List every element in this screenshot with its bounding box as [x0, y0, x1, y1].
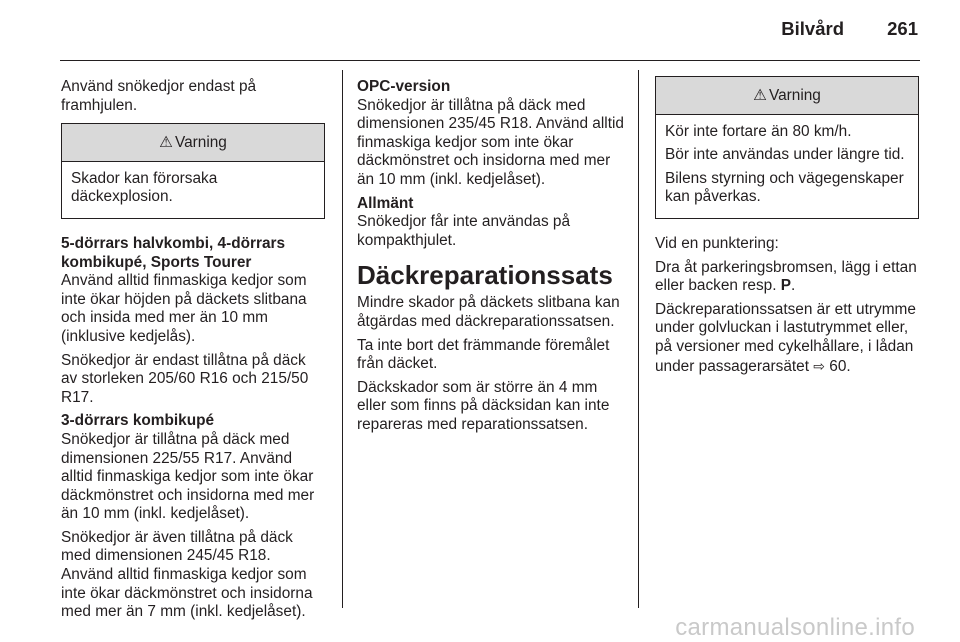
paragraph: Snökedjor är endast tillåtna på däck av storleken 205/60 R16 och 215/50 R17.	[61, 351, 309, 406]
warning-text: Skador kan förorsaka däckexplosion.	[71, 169, 218, 206]
paragraph: Mindre skador på däckets slitbana kan åtgärdas med däckreparationssatsen.	[357, 294, 620, 330]
watermark: carmanualsonline.info	[675, 614, 915, 642]
section-title: Bilvård	[781, 18, 844, 39]
warning-body	[656, 115, 918, 218]
warning-box	[61, 123, 325, 219]
paragraph: Snökedjor är tillåtna på däck med dimensionen 235/45 R18. Använd alltid finmaskiga kedjor som inte ökar däckmönstret och insidorna med mer än 10 mm (inkl. kedjelåset).	[357, 96, 624, 188]
warning-box	[655, 76, 919, 219]
warning-line: Bör inte användas under längre tid.	[665, 146, 905, 164]
warning-header	[62, 124, 324, 162]
warning-icon: ⚠	[753, 87, 767, 104]
column-divider	[638, 70, 639, 608]
warning-icon: ⚠	[159, 134, 173, 152]
subheading-hatchback: 5-dörrars halvkombi, 4-dörrars kombikupé, Sports Tourer	[61, 234, 286, 271]
warning-line: Bilens styrning och vägegenskaper kan påverkas.	[665, 169, 904, 206]
page-ref-arrow-icon: ⇨	[813, 357, 826, 374]
paragraph: Snökedjor får inte användas på kompakthjulet.	[357, 213, 571, 249]
paragraph: Snökedjor är tillåtna på däck med dimensionen 225/55 R17. Använd alltid finmaskiga kedjor som inte ökar däckmönstret och insidorna med mer än 10 mm (inkl. kedjelåset).	[61, 430, 315, 523]
subheading-3door: 3-dörrars kombikupé	[61, 412, 215, 430]
paragraph	[655, 259, 919, 296]
subheading-general: Allmänt	[357, 194, 414, 212]
warning-line: Kör inte fortare än 80 km/h.	[665, 122, 852, 140]
warning-title: Varning	[768, 87, 821, 104]
column-1	[61, 78, 325, 627]
paragraph: Ta inte bort det främmande föremålet från däcket.	[357, 336, 610, 373]
paragraph: Använd alltid finmaskiga kedjor som inte ökar höjden på däckets slitbana och insida med mer än 10 mm (inklusive kedjelås).	[61, 272, 307, 345]
paragraph: Däckskador som är större än 4 mm eller som finns på däcksidan kan inte repareras med reparationssatsen.	[357, 378, 610, 433]
section-heading: Däckreparationssats	[357, 260, 613, 291]
page-header	[0, 0, 960, 64]
column-divider	[342, 70, 343, 608]
text-fragment: .	[791, 277, 796, 295]
text-fragment: Däckreparationssatsen är ett utrymme under golvluckan i lastutrymmet eller, på versioner med cykelhållare, i lådan under passagerarsätet	[655, 300, 916, 375]
paragraph: Snökedjor är även tillåtna på däck med dimensionen 245/45 R18. Använd alltid finmaskiga kedjor som inte ökar däckmönstret och insidorna med mer än 7 mm (inkl. kedjelåset).	[61, 528, 313, 621]
warning-title: Varning	[174, 134, 227, 152]
intro-text: Använd snökedjor endast på framhjulen.	[61, 78, 257, 114]
column-2	[357, 78, 625, 440]
text-fragment: Dra åt parkeringsbromsen, lägg i ettan eller backen resp.	[655, 258, 917, 295]
paragraph: Vid en punktering:	[655, 234, 779, 252]
subheading-opc: OPC-version	[357, 78, 451, 95]
column-3	[655, 70, 919, 381]
header-rule	[60, 60, 920, 61]
paragraph	[655, 301, 919, 376]
page-ref[interactable]: 60.	[825, 357, 851, 375]
warning-body	[62, 162, 324, 218]
gear-p: P	[780, 277, 792, 295]
warning-header	[656, 77, 918, 115]
page-number: 261	[887, 18, 918, 39]
